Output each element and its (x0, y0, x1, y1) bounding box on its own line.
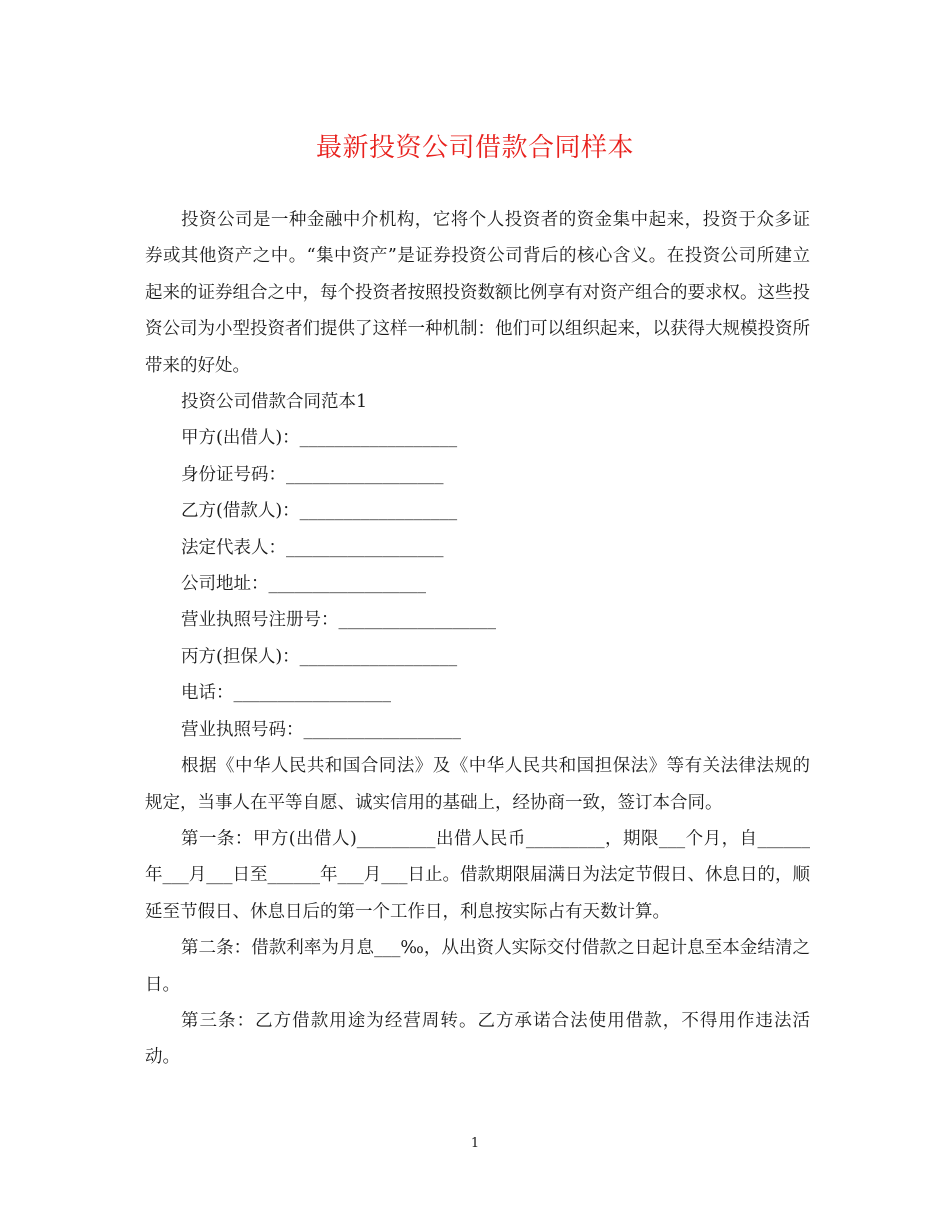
field-business-license-registration: 营业执照号注册号：__________________ (181, 610, 496, 631)
document-title: 最新投资公司借款合同样本 (315, 133, 634, 163)
document-body (145, 202, 810, 1076)
article-2: 第二条：借款利率为月息___‰，从出资人实际交付借款之日起计息至本金结清之日。 (145, 938, 810, 995)
field-business-license-number: 营业执照号码：__________________ (181, 719, 461, 740)
preamble-paragraph: 根据《中华人民共和国合同法》及《中华人民共和国担保法》等有关法律法规的规定，当事人在平等自愿、诚实信用的基础上，经协商一致，签订本合同。 (145, 756, 810, 813)
field-id-number: 身份证号码：__________________ (181, 464, 444, 485)
intro-paragraph: 投资公司是一种金融中介机构，它将个人投资者的资金集中起来，投资于众多证券或其他资产之中。“集中资产”是证券投资公司背后的核心含义。在投资公司所建立起来的证券组合之中，每个投资者按照投资数额比例享有对资产组合的要求权。这些投资公司为小型投资者们提供了这样一种机制：他们可以组织起来，以获得大规模投资所带来的好处。 (145, 210, 810, 376)
article-1: 第一条：甲方(出借人)_________出借人民币_________，期限___个月，自______年___月___日至______年___月___日止。借款期限届满日为法定节假日、休息日的，顺延至节假日、休息日后的第一个工作日，利息按实际占有天数计算。 (145, 828, 810, 922)
field-lender: 甲方(出借人)：__________________ (181, 428, 458, 449)
field-borrower: 乙方(借款人)：__________________ (181, 501, 458, 522)
article-3: 第三条：乙方借款用途为经营周转。乙方承诺合法使用借款，不得用作违法活动。 (145, 1010, 810, 1068)
field-guarantor: 丙方(担保人)：__________________ (181, 646, 458, 667)
field-legal-representative: 法定代表人：__________________ (181, 537, 444, 558)
field-phone: 电话：__________________ (181, 683, 391, 704)
page-number: 1 (470, 1136, 480, 1151)
field-company-address: 公司地址：__________________ (181, 574, 426, 595)
sample-heading: 投资公司借款合同范本1 (181, 392, 368, 413)
